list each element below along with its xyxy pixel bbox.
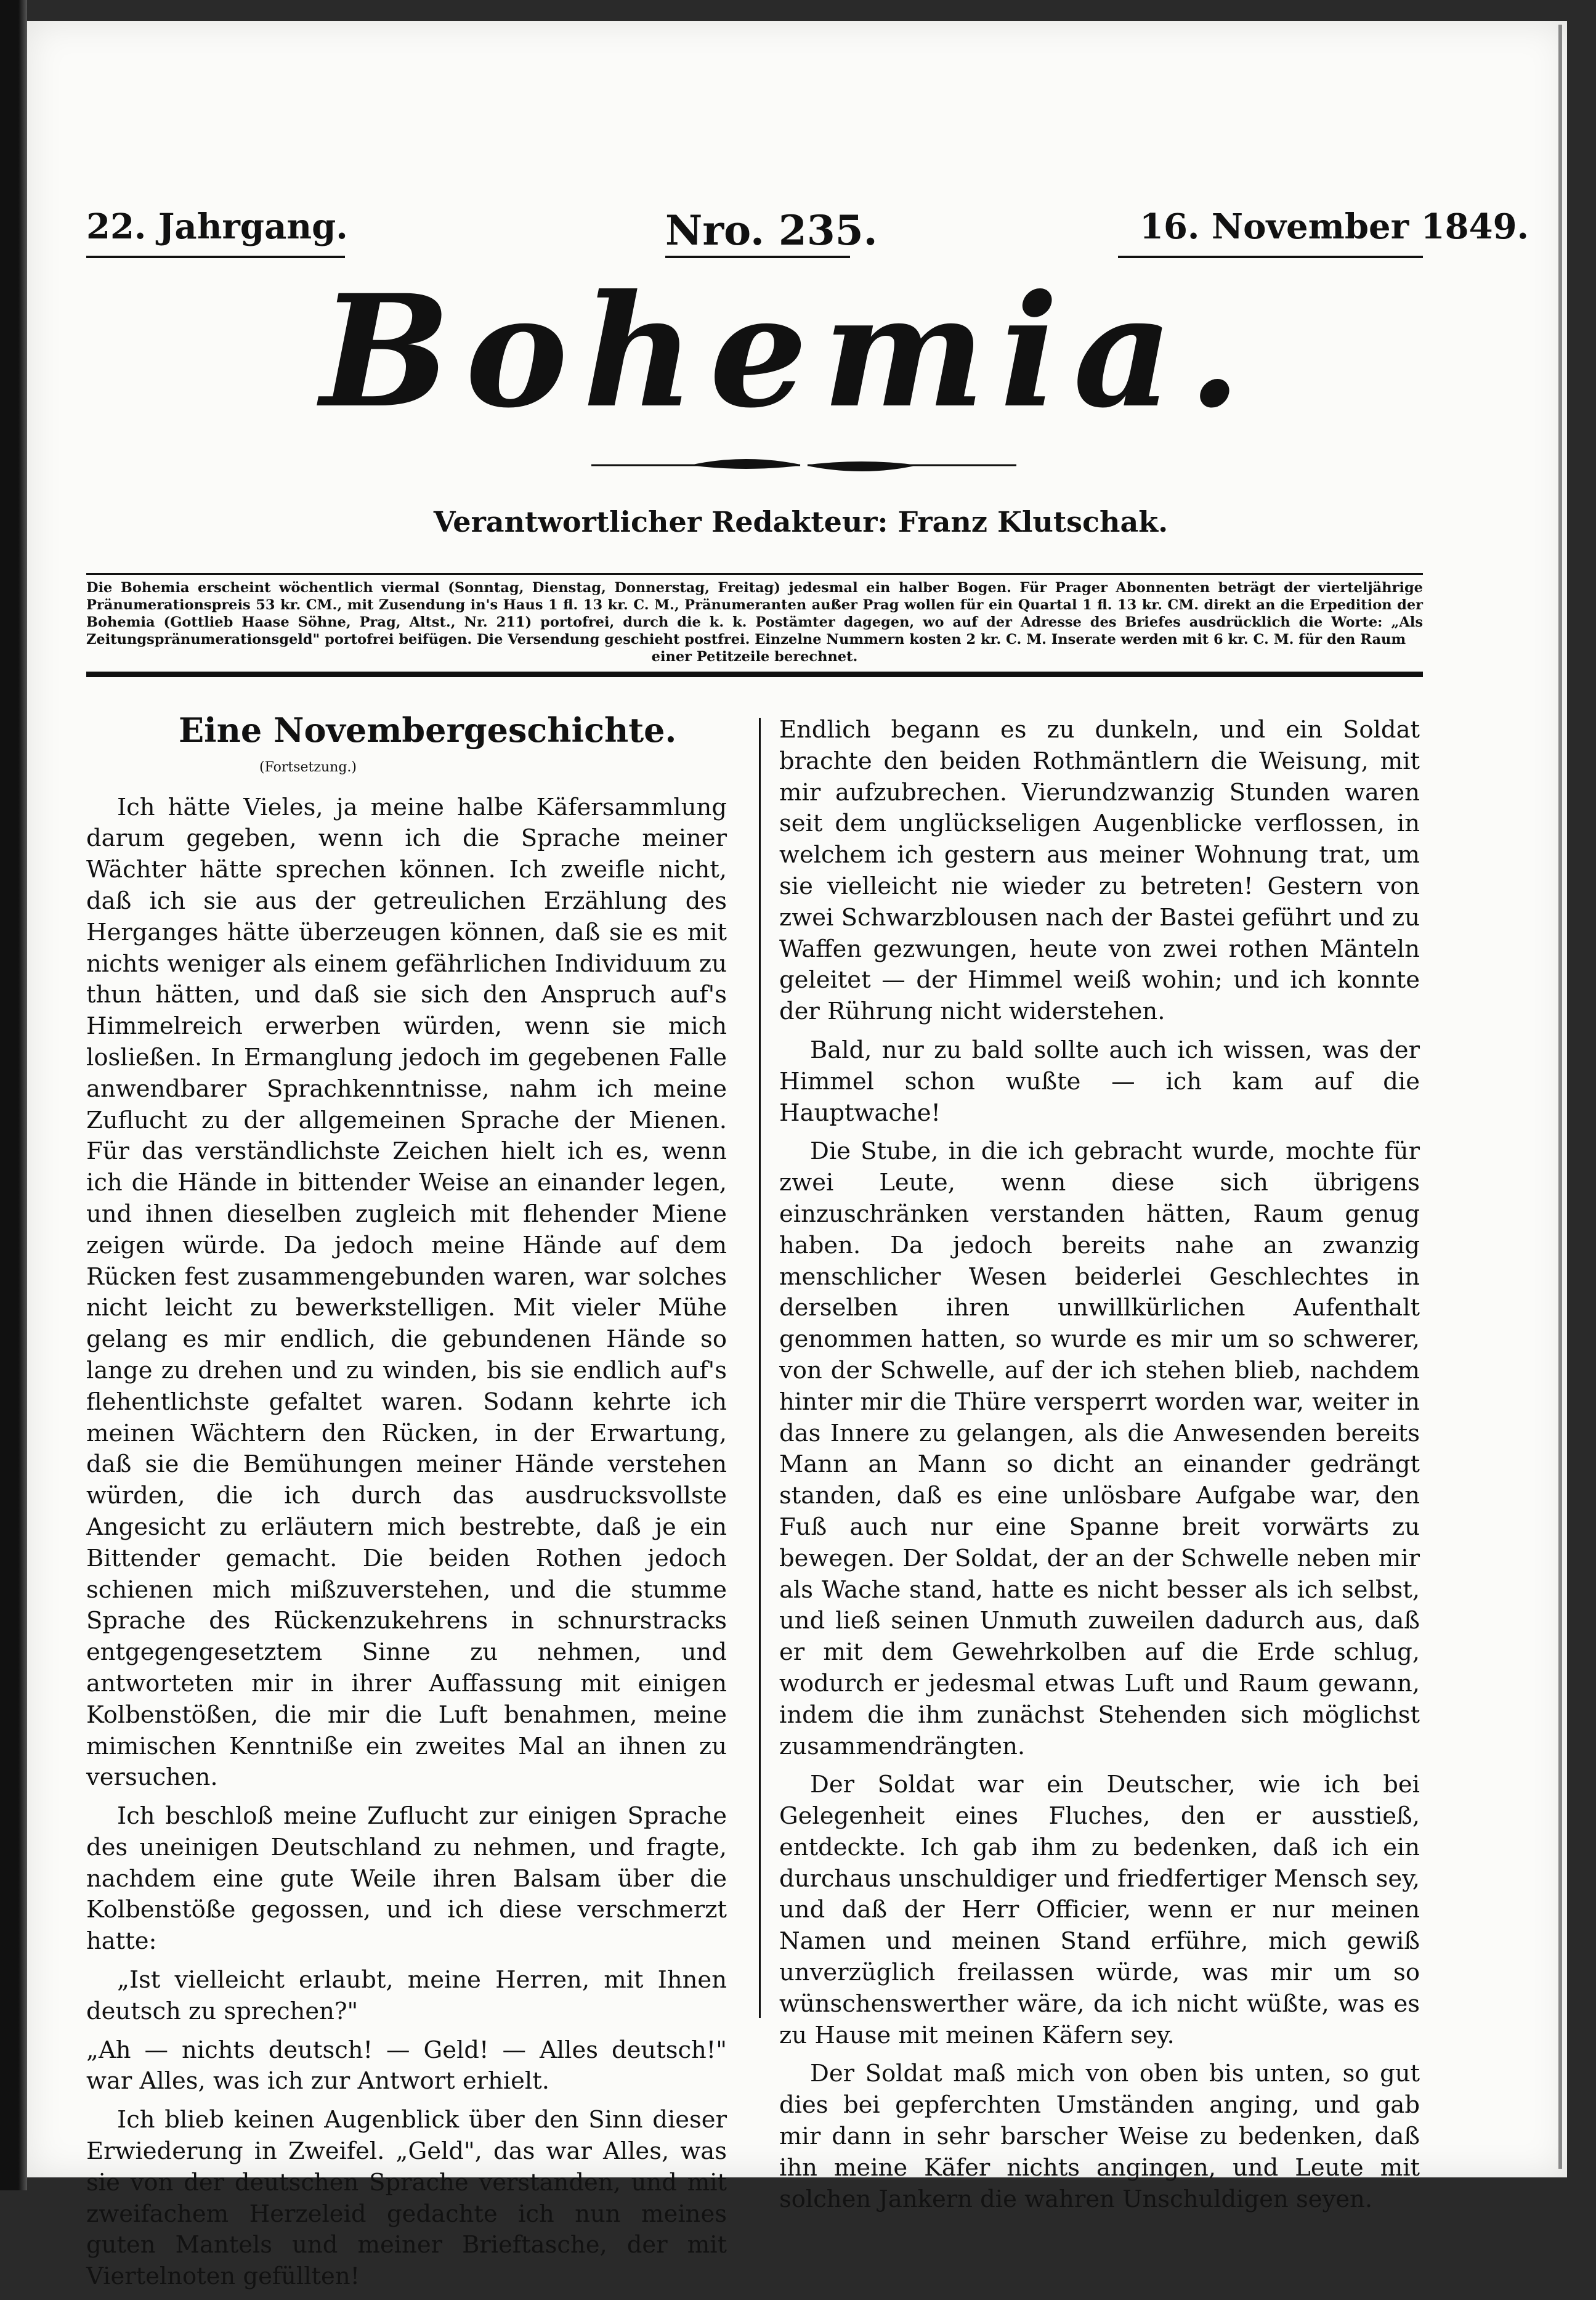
notice-rule-top: [86, 573, 1423, 575]
paragraph: Endlich begann es zu dunkeln, und ein Soldat brachte den beiden Rothmäntlern die Weisung, mit mir aufzubrechen. Vierundzwanzig Stunden waren seit dem unglückseligen Augenblicke verflossen, in welchem ich gestern aus meiner Wohnung trat, um sie vielleicht nie wieder zu betreten! Gestern von zwei Schwarzblousen nach der Bastei geführt und zu Waffen gezwungen, heute von zwei rothen Mänteln geleitet — der Himmel weiß wohin; und ich konnte der Rührung nicht widerstehen.: [779, 716, 1420, 1026]
paragraph: Der Soldat war ein Deutscher, wie ich bei Gelegenheit eines Fluches, den er ausstieß, entdeckte. Ich gab ihm zu bedenken, daß ich ein durchaus unschuldiger und friedfertiger Mensch sey, und daß der Herr Officier, wenn er nur meinen Namen und meinen Stand erführe, mich gewiß unverzüglich freilassen würde, was mir um so wünschenswerther wäre, da ich nicht wüßte, was es zu Hause mit meinen Käfern sey.: [779, 1771, 1420, 2049]
issue-date: 16. November 1849.: [1140, 206, 1529, 247]
paragraph: Ich hätte Vieles, ja meine halbe Käfersammlung darum gegeben, wenn ich die Sprache meiner Wächter hätte sprechen können. Ich zweifle nicht, daß ich sie aus der getreulichen Erzählung des Herganges hätte überzeugen können, daß sie es mit nichts weniger als einem gefährlichen Individuum zu thun hätten, und daß sie sich den Anspruch auf's Himmelreich erwerben würden, wenn sie mich losließen. In Ermanglung jedoch im gegebenen Falle anwendbarer Sprachkenntnisse, nahm ich meine Zuflucht zu der allgemeinen Sprache der Mienen. Für das verständlichste Zeichen hielt ich es, wenn ich die Hände in bittender Weise an einander legen, und ihnen dieselben zugleich mit flehender Miene zeigen würde. Da jedoch meine Hände auf dem Rücken fest zusammengebunden waren, war solches nicht leicht zu bewerkstelligen. Mit vieler Mühe gelang es mir endlich, die gebundenen Hände so lange zu drehen und zu winden, bis sie endlich auf's flehentlichste gefaltet waren. Sodann kehrte ich meinen Wächtern den Rücken, in der Erwartung, daß sie die Bemühungen meiner Hände verstehen würden, die ich durch das ausdrucksvollste Angesicht zu erläutern mich bestrebte, daß je ein Bittender gemacht. Die beiden Rothen jedoch schienen mich mißzuverstehen, und die stumme Sprache des Rückenzukehrens in schnurstracks entgegengesetztem Sinne zu nehmen, und antworteten mir in ihrer Auffassung mit einigen Kolbenstößen, die mir die Luft benahmen, meine mimischen Kenntniße ein zweites Mal an ihnen zu versuchen.: [86, 793, 727, 1792]
subscription-notice: [86, 579, 1423, 665]
notice-text: Die Bohemia erscheint wöchentlich viermal (Sonntag, Dienstag, Donnerstag, Freitag) jedesmal ein halber Bogen. Für Prager Abonnenten beträgt der vierteljährige Pränumerationspreis 53 kr. CM., mit Zusendung in's Haus 1 fl. 13 kr. C. M., Pränumeranten außer Prag wollen für ein Quartal 1 fl. 13 kr. CM. direkt an die Erpedition der Bohemia (Gottlieb Haase Söhne, Prag, Altst., Nr. 211) portofrei, durch die k. k. Postämter dagegen, wo auf der Adresse des Briefes ausdrücklich die Worte: „Als Zeitungspränumerationsgeld" portofrei beifügen. Die Versendung geschieht postfrei. Einzelne Nummern kosten 2 kr. C. M. Inserate werden mit 6 kr. C. M. für den Raum: [86, 580, 1423, 648]
paragraph: Der Soldat maß mich von oben bis unten, so gut dies bei gepferchten Umständen anging, und gab mir dann in sehr barscher Weise zu bedenken, daß ihn meine Käfer nichts angingen, und Leute mit solchen Jankern die wahren Unschuldigen seyen.: [779, 2060, 1420, 2213]
paragraph: Bald, nur zu bald sollte auch ich wissen, was der Himmel schon wußte — ich kam auf die Hauptwache!: [779, 1036, 1420, 1127]
column-divider: [759, 718, 761, 2018]
paragraph: „Ist vielleicht erlaubt, meine Herren, mit Ihnen deutsch zu sprechen?": [86, 1966, 727, 2025]
article-subtitle: (Fortsetzung.): [259, 759, 357, 775]
column-right: [779, 715, 1420, 2222]
column-left: [86, 710, 727, 2300]
masthead-title: Bohemia.: [320, 261, 1257, 442]
paragraph: Ich beschloß meine Zuflucht zur einigen Sprache des uneinigen Deutschland zu nehmen, und fragte, nachdem eine gute Weile ihren Balsam über die Kolbenstöße gegossen, und ich diese verschmerzt hatte:: [86, 1802, 727, 1956]
paragraph: Ich blieb keinen Augenblick über den Sinn dieser Erwiederung in Zweifel. „Geld", das war Alles, was sie von der deutschen Sprache verstanden, und mit zweifachem Herzeleid gedachte ich nun meines guten Mantels und meiner Brieftasche, der mit Viertelnoten gefüllten!: [86, 2106, 727, 2291]
volume-year: 22. Jahrgang.: [86, 206, 348, 247]
page-binding: [0, 0, 27, 2190]
paragraph: Die Stube, in die ich gebracht wurde, mochte für zwei Leute, wenn diese sich übrigens einzuschränken verstanden hätten, Raum genug haben. Da jedoch bereits nahe an zwanzig menschlicher Wesen beiderlei Geschlechtes in derselben ihren unwillkürlichen Aufenthalt genommen hatten, so wurde es mir um so schwerer, von der Schwelle, auf der ich stehen blieb, nachdem hinter mir die Thüre versperrt worden war, weiter in das Innere zu gelangen, als die Anwesenden bereits Mann an Mann so dicht an einander gedrängt standen, daß es eine unlösbare Aufgabe war, den Fuß auch nur eine Spanne breit vorwärts zu bewegen. Der Soldat, der an der Schwelle neben mir als Wache stand, hatte es nicht besser als ich selbst, und ließ seinen Unmuth zuweilen dadurch aus, daß er mit dem Gewehrkolben auf die Erde schlug, wodurch er jedesmal etwas Luft und Raum gewann, indem die ihm zunächst Stehenden sich möglichst zusammendrängten.: [779, 1137, 1420, 1760]
header-rule-left: [86, 256, 345, 258]
article-title: Eine Novembergeschichte.: [179, 710, 677, 750]
ornament-divider: [591, 453, 1016, 477]
notice-last-line: einer Petitzeile berechnet.: [651, 649, 858, 665]
header-rule-mid: [665, 256, 850, 258]
page-edge: [1558, 25, 1562, 2169]
header-rule-right: [1118, 256, 1423, 258]
issue-number: Nro. 235.: [665, 206, 878, 254]
editor-line: Verantwortlicher Redakteur: Franz Klutschak.: [433, 505, 1169, 538]
notice-rule-bottom: [86, 672, 1423, 677]
paragraph: „Ah — nichts deutsch! — Geld! — Alles deutsch!" war Alles, was ich zur Antwort erhielt.: [86, 2036, 727, 2095]
